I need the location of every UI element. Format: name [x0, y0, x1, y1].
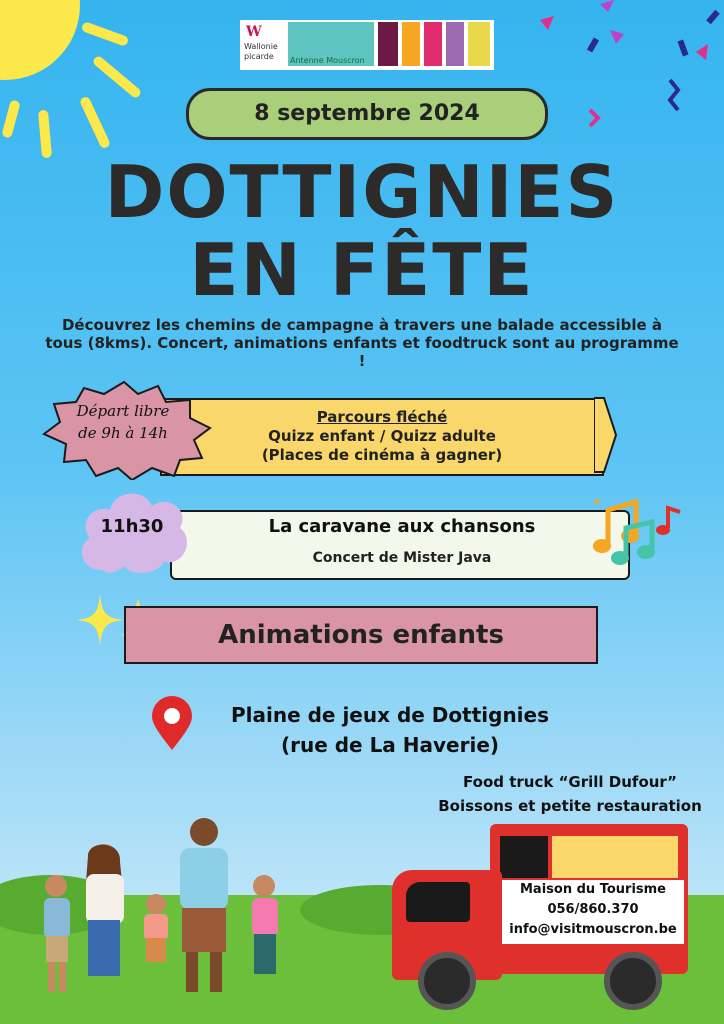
- sun-ray: [81, 21, 130, 47]
- parcours-line2: (Places de cinéma à gagner): [261, 446, 503, 464]
- concert-subtitle: Concert de Mister Java: [312, 550, 492, 566]
- logo-caption: Antenne Mouscron: [290, 56, 365, 65]
- location-line1: Plaine de jeux de Dottignies: [230, 703, 550, 727]
- intro-text: Découvrez les chemins de campagne à travers une balade accessible à tous (8kms). Concert, animations enfants et foodtruck sont au programme !: [45, 316, 679, 370]
- sun-ray: [1, 99, 20, 138]
- food-line2: Boissons et petite restauration: [438, 797, 702, 815]
- truck-wheel: [418, 952, 476, 1010]
- location: [180, 700, 600, 760]
- parcours-heading: Parcours fléché: [316, 408, 448, 426]
- title-line1: DOTTIGNIES: [104, 150, 620, 234]
- svg-text:✦: ✦: [592, 495, 603, 509]
- depart-line2: de 9h à 14h: [78, 424, 168, 442]
- menu-board: [500, 836, 548, 878]
- music-notes-icon: [588, 494, 684, 570]
- depart-text: [60, 400, 186, 444]
- sun-ray: [92, 55, 143, 100]
- logo-line2: picarde: [244, 52, 274, 61]
- sun-icon: [0, 0, 80, 80]
- truck-window: [552, 836, 678, 878]
- wallonie-picarde-logo: [240, 20, 494, 70]
- logo-line1: Wallonie: [244, 42, 278, 51]
- sun-ray: [79, 95, 111, 149]
- contact-card: [502, 880, 684, 944]
- food-line1: Food truck “Grill Dufour”: [463, 773, 677, 791]
- cab-window: [406, 882, 470, 922]
- concert-box: [170, 510, 630, 580]
- confetti-icon: [530, 0, 724, 130]
- concert-title: La caravane aux chansons: [268, 516, 536, 537]
- contact-email: info@visitmouscron.be: [509, 922, 677, 937]
- food-info: [420, 770, 720, 818]
- wp-monogram: W: [246, 24, 262, 40]
- title-line2: EN FÊTE: [189, 228, 535, 312]
- parcours-line1: Quizz enfant / Quizz adulte: [268, 427, 496, 445]
- event-date: 8 septembre 2024: [186, 88, 548, 140]
- location-line2: (rue de La Haverie): [280, 733, 500, 757]
- contact-phone: 056/860.370: [547, 902, 639, 917]
- family-illustration: [30, 812, 300, 1012]
- animations-box: [124, 606, 598, 664]
- depart-line1: Départ libre: [76, 402, 170, 420]
- truck-wheel: [604, 952, 662, 1010]
- concert-time: 11h30: [100, 516, 164, 537]
- box-notch: [594, 396, 618, 474]
- parcours-box: [160, 398, 604, 476]
- animations-label: Animations enfants: [218, 620, 504, 650]
- contact-name: Maison du Tourisme: [520, 882, 666, 897]
